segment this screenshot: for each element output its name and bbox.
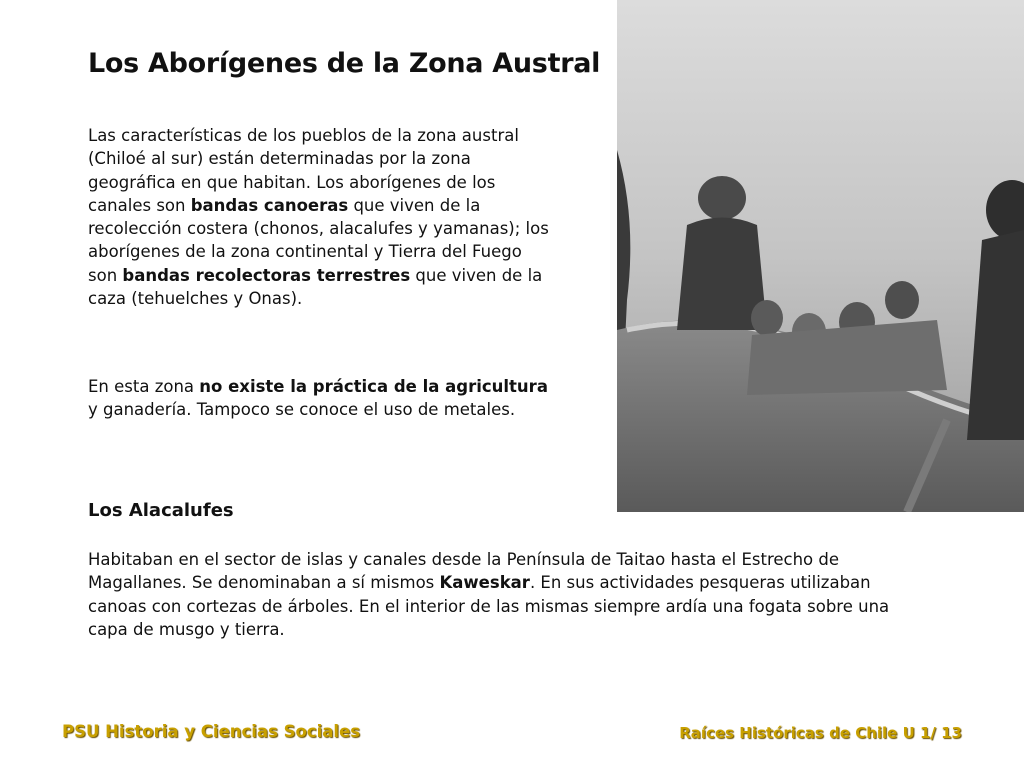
- agriculture-paragraph: [88, 375, 550, 422]
- text-segment: . En sus actividades pesqueras utilizaban canoas con cortezas de árboles. En el interior de las mismas siempre ardía una fogata sobre una capa de musgo y tierra.: [88, 573, 890, 639]
- alacalufes-paragraph: [88, 548, 918, 641]
- footer-unit-page: Raíces Históricas de Chile U 1/ 13: [679, 724, 962, 742]
- footer-course-title: PSU Historia y Ciencias Sociales: [62, 722, 361, 741]
- bold-text: Kaweskar: [439, 573, 530, 593]
- text-segment: que viven de la caza (tehuelches y Onas).: [88, 265, 543, 309]
- section-subtitle: Los Alacalufes: [88, 500, 234, 521]
- slide-title: Los Aborígenes de la Zona Austral: [88, 48, 601, 79]
- intro-paragraph: [88, 124, 550, 310]
- photo-canoe-icon: [617, 0, 1024, 512]
- text-segment: En esta zona: [88, 377, 200, 396]
- bold-text: bandas recolectoras terrestres: [122, 265, 411, 285]
- text-segment: Habitaban en el sector de islas y canales desde la Península de Taitao hasta el Estrecho de Magallanes. Se denominaban a sí mismos: [88, 550, 840, 593]
- text-segment: y ganadería. Tampoco se conoce el uso de metales.: [88, 400, 516, 420]
- historic-photo-canoe: [617, 0, 1024, 512]
- text-segment: que viven de la recolección costera (chonos, alacalufes y yamanas); los aborígenes de la zona continental y Tierra del Fuego son: [88, 195, 549, 285]
- bold-text: bandas canoeras: [190, 195, 349, 215]
- bold-text: no existe la práctica de la agricultura: [199, 377, 548, 396]
- text-segment: Las características de los pueblos de la zona austral (Chiloé al sur) están determinadas por la zona geográfica en que habitan. Los aborígenes de los canales son: [88, 126, 519, 215]
